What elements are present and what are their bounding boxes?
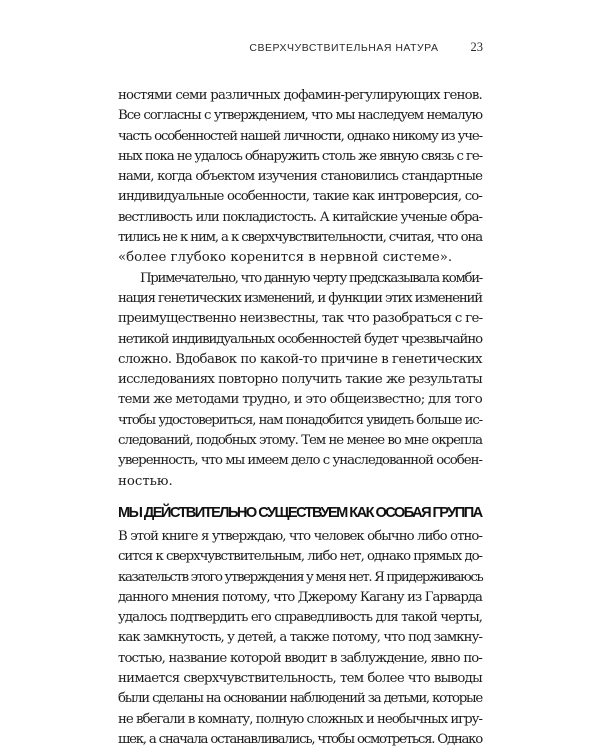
text-line: преимущественно неизвестны, так что разобраться с ге- — [118, 311, 483, 327]
text-line: ностями семи различных дофамин-регулирующих генов. — [118, 88, 482, 103]
text-line: ностью. — [118, 473, 173, 489]
text-line: нимается сверхчувствительность, тем более что выводы — [118, 671, 482, 687]
text-line: данного мнения потому, что Джерому Кагану из Гарварда — [118, 589, 482, 605]
text-line: удалось подтвердить его справедливость для такой черты, — [118, 610, 482, 626]
text-line: вестливость или покладистость. А китайские ученые обра- — [118, 209, 482, 225]
page-number: 23 — [470, 40, 483, 54]
text-line: нация генетических изменений, и функции этих изменений — [118, 290, 482, 306]
text-line: часть особенностей нашей личности, однако никому из уче- — [118, 128, 482, 144]
text-line: сится к сверхчувствительным, либо нет, однако прямых до- — [118, 549, 482, 565]
text-line: исследованиях повторно получить такие же результаты — [118, 372, 482, 388]
text-line: были сделаны на основании наблюдений за детьми, которые — [118, 691, 482, 707]
text-line: шек, а сначала останавливались, чтобы осмотреться. Однако — [118, 731, 482, 747]
text-line: нетикой индивидуальных особенностей будет чрезвычайно — [118, 331, 482, 347]
running-head-title: СВЕРХЧУВСТВИТЕЛЬНАЯ НАТУРА — [249, 42, 439, 54]
body-text — [118, 86, 482, 750]
text-line: индивидуальные особенности, такие как интроверсия, со- — [118, 189, 482, 205]
text-line: тостью, название которой вводит в заблуждение, явно по- — [118, 650, 482, 666]
paragraph-2 — [118, 269, 482, 492]
text-line: Примечательно, что данную черту предсказывала комби- — [140, 270, 482, 286]
section-heading: МЫ ДЕЙСТВИТЕЛЬНО СУЩЕСТВУЕМ КАК ОСОБАЯ ГРУППА — [118, 504, 482, 521]
paragraph-1 — [118, 86, 482, 269]
text-line: не вбегали в комнату, полную сложных и необычных игру- — [118, 711, 482, 727]
text-line: В этой книге я утверждаю, что человек обычно либо отно- — [118, 528, 482, 544]
text-line: тились не к ним, а к сверхчувствительности, считая, что она — [118, 230, 482, 246]
text-line: казательств этого утверждения у меня нет. Я придерживаюсь — [118, 569, 483, 585]
paragraph-3 — [118, 527, 482, 750]
text-line: чтобы удостовериться, нам понадобится увидеть больше ис- — [118, 412, 482, 428]
section-gap — [118, 492, 482, 503]
running-head — [249, 40, 483, 55]
text-line: следований, подобных этому. Тем не менее во мне окрепла — [118, 433, 482, 449]
text-line: ных пока не удалось обнаружить столь же явную связь с ге- — [118, 148, 482, 164]
text-line: «более глубоко коренится в нервной системе». — [118, 250, 453, 266]
text-line: как замкнутость, у детей, а также потому, что под замкну- — [118, 630, 482, 646]
text-line: сложно. Вдобавок по какой-то причине в генетических — [118, 351, 482, 367]
text-line: нами, когда объектом изучения становились стандартные — [118, 169, 482, 185]
text-line: уверенность, что мы имеем дело с унаследованной особен- — [118, 453, 482, 469]
text-line: Все согласны с утверждением, что мы наследуем немалую — [118, 108, 482, 124]
text-line: теми же методами трудно, и это общеизвестно; для того — [118, 392, 483, 408]
